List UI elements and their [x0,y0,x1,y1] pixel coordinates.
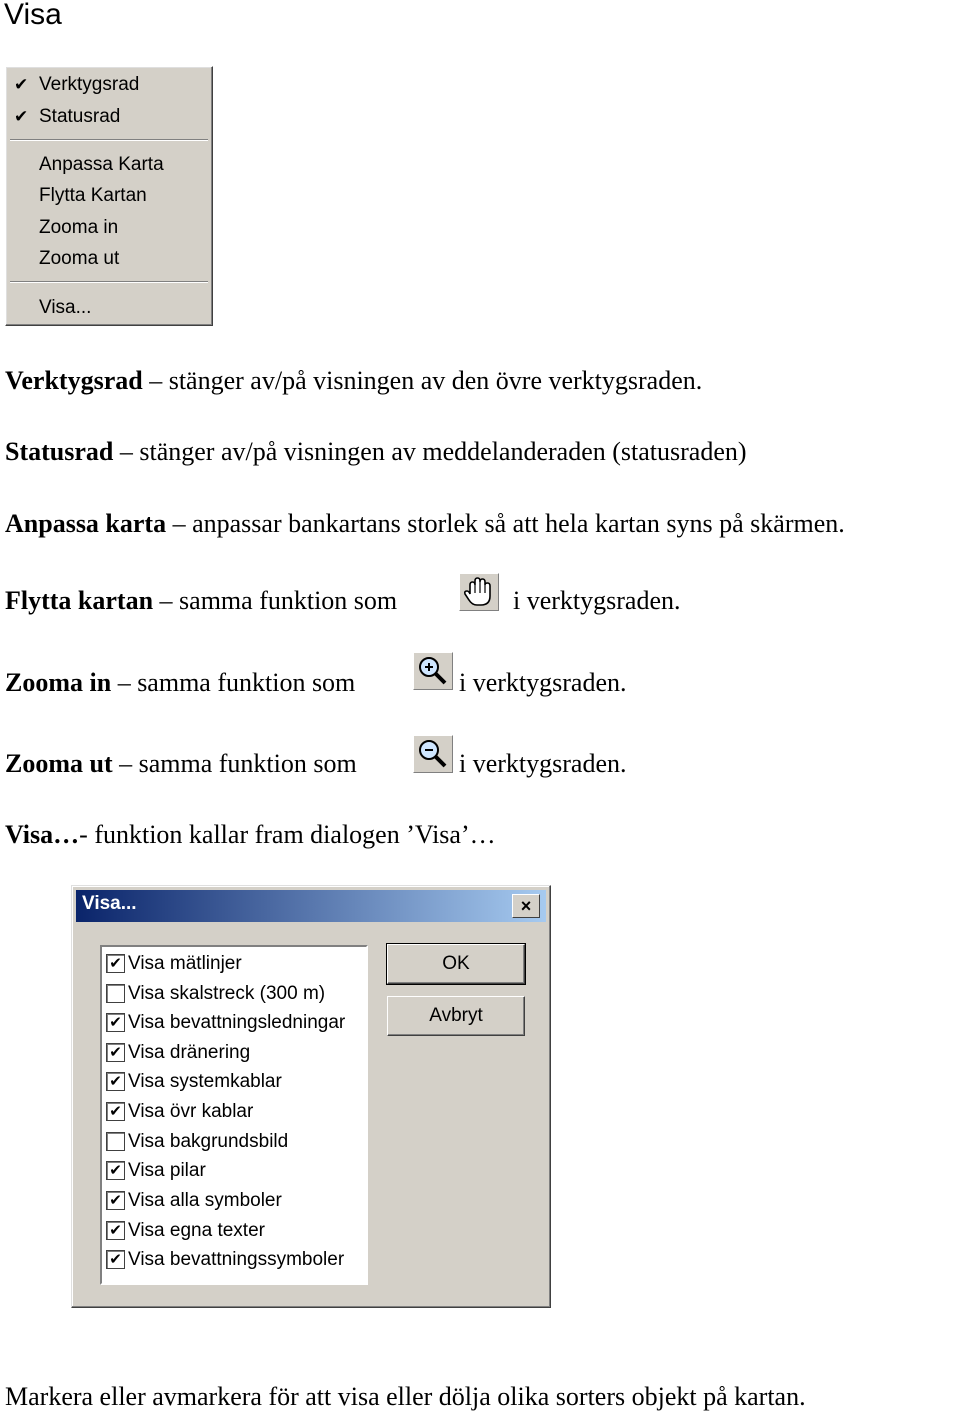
checkbox[interactable]: ✔ [106,1161,125,1180]
menu-item-zooma-in[interactable] [6,213,212,243]
close-icon: × [520,896,532,916]
menu-item-flytta-kartan[interactable] [6,181,212,211]
option-label: Visa pilar [128,1160,206,1181]
option-label: Visa bevattningssymboler [128,1249,345,1270]
desc-zooma-ut-after: i verktygsraden. [459,749,627,778]
view-menu [5,66,213,326]
zoom-in-icon [413,652,453,690]
option-label: Visa egna texter [128,1220,265,1241]
menu-item-label: Flytta Kartan [39,185,147,206]
desc-verktygsrad [5,366,702,396]
option-label: Visa systemkablar [128,1071,282,1092]
checkbox[interactable]: ✔ [106,1102,125,1121]
desc-anpassa-karta [5,509,845,539]
desc-text: – samma funktion som [153,586,398,615]
term: Zooma in [5,668,112,697]
menu-item-verktygsrad[interactable] [6,70,212,100]
desc-zooma-ut [5,749,357,779]
checkbox[interactable]: ✔ [106,954,125,973]
desc-zooma-in [5,668,355,698]
checkbox[interactable]: ✔ [106,1013,125,1032]
desc-text: - funktion kallar fram dialogen ’Visa’… [79,820,496,849]
dialog-title: Visa... [82,893,137,914]
checkbox[interactable] [106,1132,125,1151]
visa-dialog [71,885,551,1308]
desc-text: – samma funktion som [112,749,357,778]
footer-text: Markera eller avmarkera för att visa eller dölja olika sorters objekt på kartan. [5,1382,806,1411]
checkbox[interactable]: ✔ [106,1250,125,1269]
option-label: Visa bakgrundsbild [128,1131,289,1152]
desc-text: – anpassar bankartans storlek så att hela kartan syns på skärmen. [166,509,845,538]
menu-separator [10,281,208,283]
option-label: Visa övr kablar [128,1101,254,1122]
menu-item-label: Zooma in [39,217,119,238]
page-title: Visa [4,0,62,31]
checkbox[interactable]: ✔ [106,1221,125,1240]
menu-item-label: Anpassa Karta [39,154,164,175]
desc-zooma-in-after: i verktygsraden. [459,668,627,697]
menu-item-anpassa-karta[interactable] [6,150,212,180]
desc-flytta-after: i verktygsraden. [513,586,681,615]
checkbox[interactable] [106,984,125,1003]
term: Visa… [5,820,80,849]
checkbox[interactable]: ✔ [106,1191,125,1210]
term: Statusrad [5,437,114,466]
option-label: Visa skalstreck (300 m) [128,983,326,1004]
desc-visa [5,820,496,850]
options-list [100,945,368,1285]
option-label: Visa dränering [128,1042,251,1063]
term: Flytta kartan [5,586,154,615]
term: Verktygsrad [5,366,143,395]
checkbox[interactable]: ✔ [106,1043,125,1062]
option-label: Visa alla symboler [128,1190,282,1211]
menu-item-zooma-ut[interactable] [6,244,212,274]
menu-item-label: Zooma ut [39,248,120,269]
ok-button[interactable]: OK [387,944,525,984]
desc-statusrad [5,437,747,467]
option-label: Visa bevattningsledningar [128,1012,346,1033]
hand-pan-icon [459,573,499,611]
desc-text: – stänger av/på visningen av meddelanderaden (statusraden) [113,437,747,466]
term: Anpassa karta [5,509,167,538]
cancel-button[interactable]: Avbryt [387,996,525,1036]
zoom-out-icon [413,735,453,773]
desc-text: – samma funktion som [111,668,356,697]
desc-text: – stänger av/på visningen av den övre verktygsraden. [142,366,703,395]
menu-separator [10,139,208,141]
menu-item-statusrad[interactable] [6,102,212,132]
check-icon: ✔ [14,107,29,126]
checkbox[interactable]: ✔ [106,1072,125,1091]
term: Zooma ut [5,749,113,778]
menu-item-label: Verktygsrad [39,74,140,95]
close-button[interactable] [512,894,540,918]
dialog-titlebar[interactable] [76,890,546,922]
option-label: Visa mätlinjer [128,953,242,974]
check-icon: ✔ [14,75,29,94]
desc-flytta-kartan [5,586,397,616]
menu-item-visa[interactable] [6,293,212,323]
menu-item-label: Visa... [39,297,92,318]
menu-item-label: Statusrad [39,106,121,127]
